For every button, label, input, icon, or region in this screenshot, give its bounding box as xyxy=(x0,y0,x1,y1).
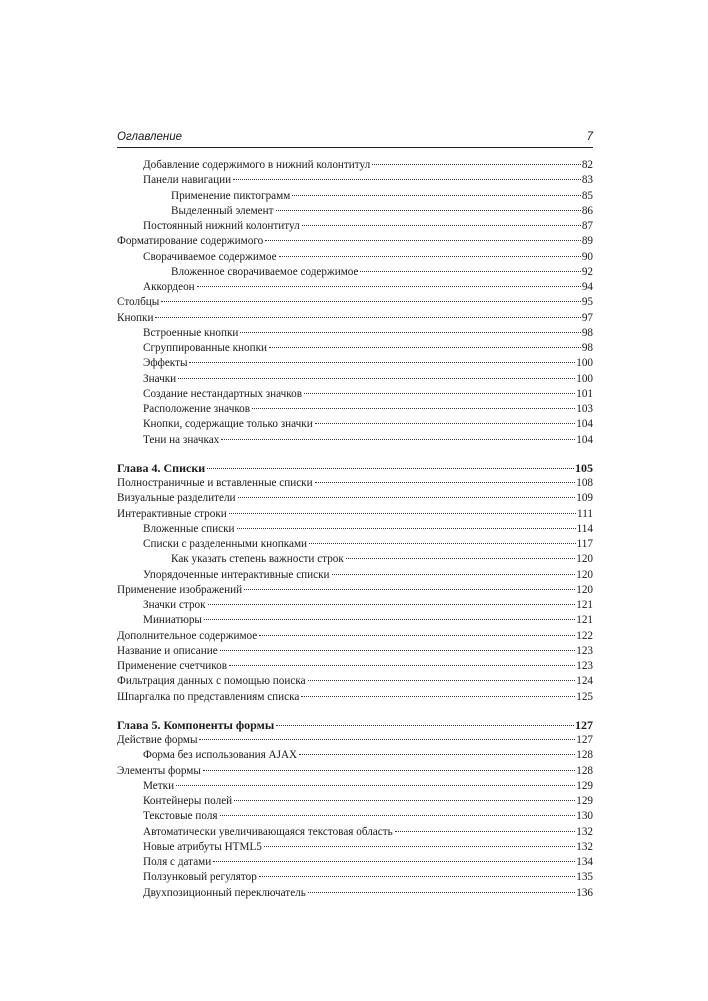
toc-entry-page: 90 xyxy=(581,250,593,263)
dot-leader xyxy=(315,422,576,424)
toc-entry xyxy=(117,764,593,779)
toc-entry-title: Аккордеон xyxy=(143,281,195,293)
toc-entry-page: 132 xyxy=(576,840,593,853)
toc-entry xyxy=(117,402,593,417)
toc-entry-page: 128 xyxy=(576,764,593,777)
dot-leader xyxy=(204,618,575,620)
dot-leader xyxy=(178,377,575,379)
header-page-number: 7 xyxy=(586,131,593,143)
dot-leader xyxy=(304,392,575,394)
toc-entry-page: 134 xyxy=(576,856,593,868)
dot-leader xyxy=(395,830,575,832)
toc-entry-page: 98 xyxy=(581,326,593,339)
toc-entry xyxy=(117,476,593,491)
toc-entry-page: 109 xyxy=(576,492,593,505)
table-of-contents xyxy=(117,158,593,901)
dot-leader xyxy=(213,860,575,862)
toc-entry-title: Ползунковый регулятор xyxy=(143,871,257,884)
toc-entry-title: Вложенные списки xyxy=(143,522,235,535)
dot-leader xyxy=(155,316,580,318)
dot-leader xyxy=(259,875,575,877)
toc-entry xyxy=(117,552,593,567)
toc-entry-page: 100 xyxy=(576,372,593,385)
toc-entry-title: Значки xyxy=(143,372,177,385)
toc-entry-title: Глава 4. Списки xyxy=(117,460,206,475)
toc-entry-page: 101 xyxy=(576,387,593,400)
toc-entry-title: Применение счетчиков xyxy=(117,660,227,672)
toc-entry-title: Визуальные разделители xyxy=(117,492,236,505)
toc-entry xyxy=(117,613,593,628)
dot-leader xyxy=(233,178,581,180)
toc-entry-title: Расположение значков xyxy=(143,403,251,415)
dot-leader xyxy=(308,679,576,681)
dot-leader xyxy=(240,331,580,333)
toc-entry xyxy=(117,173,593,188)
toc-entry-page: 86 xyxy=(581,204,593,217)
toc-entry-page: 120 xyxy=(576,553,593,566)
toc-entry xyxy=(117,855,593,870)
toc-entry xyxy=(117,733,593,748)
toc-entry-title: Сгруппированные кнопки xyxy=(143,342,268,354)
toc-entry-title: Создание нестандартных значков xyxy=(143,387,303,400)
toc-entry xyxy=(117,311,593,326)
toc-entry-page: 87 xyxy=(581,220,593,232)
toc-entry xyxy=(117,295,593,310)
dot-leader xyxy=(264,845,575,847)
toc-entry-title: Автоматически увеличивающаяся текстовая область xyxy=(143,825,393,838)
toc-entry-title: Форматирование содержимого xyxy=(117,235,264,248)
toc-entry-title: Поля с датами xyxy=(143,856,212,868)
dot-leader xyxy=(302,224,581,226)
toc-entry-page: 104 xyxy=(576,418,593,431)
toc-entry xyxy=(117,809,593,824)
toc-entry-page: 130 xyxy=(576,810,593,823)
dot-leader xyxy=(269,346,581,348)
toc-entry-title: Панели навигации xyxy=(143,174,232,187)
toc-entry-title: Столбцы xyxy=(117,296,160,309)
toc-entry-page: 121 xyxy=(576,614,593,627)
toc-entry xyxy=(117,280,593,295)
toc-entry-page: 121 xyxy=(576,599,593,611)
toc-entry-title: Метки xyxy=(143,779,175,792)
dot-leader xyxy=(372,163,581,165)
toc-chapter-row xyxy=(117,718,593,733)
toc-entry xyxy=(117,204,593,219)
toc-entry-title: Глава 5. Компоненты формы xyxy=(117,717,275,732)
toc-entry xyxy=(117,326,593,341)
toc-entry-page: 98 xyxy=(581,342,593,354)
toc-entry-page: 95 xyxy=(581,296,593,309)
toc-entry xyxy=(117,583,593,598)
toc-entry-title: Интерактивные строки xyxy=(117,507,227,520)
dot-leader xyxy=(279,255,581,257)
toc-entry xyxy=(117,417,593,432)
dot-leader xyxy=(207,467,574,469)
header-rule xyxy=(117,147,593,148)
toc-entry xyxy=(117,356,593,371)
dot-leader xyxy=(189,361,575,363)
toc-entry xyxy=(117,825,593,840)
toc-entry xyxy=(117,387,593,402)
toc-entry-page: 123 xyxy=(576,644,593,657)
toc-entry xyxy=(117,507,593,522)
dot-leader xyxy=(176,784,575,786)
toc-entry-page: 103 xyxy=(576,403,593,415)
dot-leader xyxy=(203,769,575,771)
toc-entry-page: 83 xyxy=(581,174,593,187)
dot-leader xyxy=(299,753,575,755)
toc-entry-title: Текстовые поля xyxy=(143,810,218,823)
dot-leader xyxy=(265,239,581,241)
dot-leader xyxy=(276,209,581,211)
dot-leader xyxy=(220,814,576,816)
toc-entry xyxy=(117,537,593,552)
dot-leader xyxy=(220,649,576,651)
dot-leader xyxy=(346,557,575,559)
toc-entry-page: 117 xyxy=(576,538,593,550)
toc-entry xyxy=(117,629,593,644)
toc-entry-page: 114 xyxy=(576,522,593,535)
dot-leader xyxy=(301,695,575,697)
toc-entry xyxy=(117,189,593,204)
toc-entry-page: 132 xyxy=(576,825,593,838)
toc-entry-title: Элементы формы xyxy=(117,764,201,777)
dot-leader xyxy=(315,481,576,483)
toc-entry-title: Применение пиктограмм xyxy=(171,189,291,202)
toc-entry-page: 82 xyxy=(581,159,593,171)
toc-entry-title: Эффекты xyxy=(143,357,188,370)
toc-entry-title: Упорядоченные интерактивные списки xyxy=(143,568,330,581)
toc-entry xyxy=(117,234,593,249)
toc-entry-page: 124 xyxy=(576,675,593,688)
toc-entry xyxy=(117,690,593,705)
dot-leader xyxy=(244,588,575,590)
toc-entry xyxy=(117,886,593,901)
toc-entry-title: Новые атрибуты HTML5 xyxy=(143,840,262,853)
toc-entry-title: Добавление содержимого в нижний колонтитул xyxy=(143,159,371,171)
toc-entry-page: 85 xyxy=(581,189,593,202)
toc-entry xyxy=(117,522,593,537)
dot-leader xyxy=(208,603,576,605)
dot-leader xyxy=(221,438,575,440)
toc-entry-title: Действие формы xyxy=(117,734,198,746)
toc-entry-title: Сворачиваемое содержимое xyxy=(143,250,277,263)
toc-entry-page: 105 xyxy=(575,460,593,475)
dot-leader xyxy=(238,496,576,498)
toc-entry-title: Двухпозиционный переключатель xyxy=(143,886,306,899)
toc-entry-page: 127 xyxy=(576,734,593,746)
dot-leader xyxy=(309,542,576,544)
toc-entry xyxy=(117,644,593,659)
toc-entry xyxy=(117,870,593,885)
dot-leader xyxy=(237,527,576,529)
toc-entry-title: Шпаргалка по представлениям списка xyxy=(117,690,300,703)
toc-entry-page: 89 xyxy=(581,235,593,248)
toc-entry xyxy=(117,794,593,809)
toc-entry-page: 120 xyxy=(576,568,593,581)
dot-leader xyxy=(276,724,574,726)
dot-leader xyxy=(234,799,575,801)
toc-entry-title: Контейнеры полей xyxy=(143,795,233,807)
toc-entry xyxy=(117,158,593,173)
running-header xyxy=(117,131,593,147)
toc-entry-title: Название и описание xyxy=(117,644,218,657)
header-title: Оглавление xyxy=(117,131,182,143)
toc-entry-title: Выделенный элемент xyxy=(171,204,274,217)
toc-entry-title: Постоянный нижний колонтитул xyxy=(143,220,300,232)
toc-entry-title: Кнопки, содержащие только значки xyxy=(143,418,313,431)
toc-entry xyxy=(117,433,593,448)
toc-entry-title: Применение изображений xyxy=(117,583,243,596)
toc-entry-title: Фильтрация данных с помощью поиска xyxy=(117,675,306,688)
dot-leader xyxy=(229,512,576,514)
dot-leader xyxy=(292,194,581,196)
toc-entry xyxy=(117,491,593,506)
toc-entry-page: 135 xyxy=(576,871,593,884)
toc-entry xyxy=(117,265,593,280)
toc-entry-page: 94 xyxy=(581,281,593,293)
toc-entry-title: Полностраничные и вставленные списки xyxy=(117,477,313,489)
toc-entry xyxy=(117,659,593,674)
toc-entry-title: Значки строк xyxy=(143,599,206,611)
toc-entry-page: 120 xyxy=(576,583,593,596)
toc-entry-title: Тени на значках xyxy=(143,433,220,446)
toc-entry-page: 104 xyxy=(576,433,593,446)
dot-leader xyxy=(229,664,575,666)
toc-entry-page: 111 xyxy=(577,507,593,520)
toc-entry-page: 125 xyxy=(576,690,593,703)
toc-entry xyxy=(117,341,593,356)
toc-entry xyxy=(117,598,593,613)
toc-entry xyxy=(117,674,593,689)
dot-leader xyxy=(197,285,581,287)
dot-leader xyxy=(252,407,575,409)
toc-entry-page: 128 xyxy=(576,749,593,762)
toc-entry-page: 129 xyxy=(576,779,593,792)
toc-entry-title: Вложенное сворачиваемое содержимое xyxy=(171,265,359,278)
toc-entry-title: Кнопки xyxy=(117,311,154,324)
dot-leader xyxy=(308,891,575,893)
toc-entry-title: Дополнительное содержимое xyxy=(117,629,258,642)
toc-entry-title: Форма без использования AJAX xyxy=(143,749,298,762)
toc-entry xyxy=(117,748,593,763)
toc-entry-title: Миниатюры xyxy=(143,614,202,627)
toc-entry-page: 136 xyxy=(576,886,593,899)
toc-entry-page: 92 xyxy=(581,265,593,278)
toc-entry xyxy=(117,372,593,387)
toc-entry-page: 123 xyxy=(576,660,593,672)
toc-entry xyxy=(117,779,593,794)
dot-leader xyxy=(161,300,581,302)
toc-entry-page: 108 xyxy=(576,477,593,489)
toc-entry-title: Встроенные кнопки xyxy=(143,326,239,339)
toc-entry-page: 127 xyxy=(575,717,593,732)
toc-entry-title: Списки с разделенными кнопками xyxy=(143,538,308,550)
dot-leader xyxy=(259,634,575,636)
dot-leader xyxy=(332,573,576,575)
toc-entry xyxy=(117,568,593,583)
dot-leader xyxy=(360,270,580,272)
toc-entry-page: 122 xyxy=(576,629,593,642)
toc-entry-page: 129 xyxy=(576,795,593,807)
toc-entry xyxy=(117,219,593,234)
toc-entry-page: 100 xyxy=(576,357,593,370)
toc-entry-title: Как указать степень важности строк xyxy=(171,553,344,566)
toc-entry-page: 97 xyxy=(581,311,593,324)
dot-leader xyxy=(199,738,575,740)
toc-entry xyxy=(117,250,593,265)
toc-entry xyxy=(117,840,593,855)
toc-chapter-row xyxy=(117,461,593,476)
